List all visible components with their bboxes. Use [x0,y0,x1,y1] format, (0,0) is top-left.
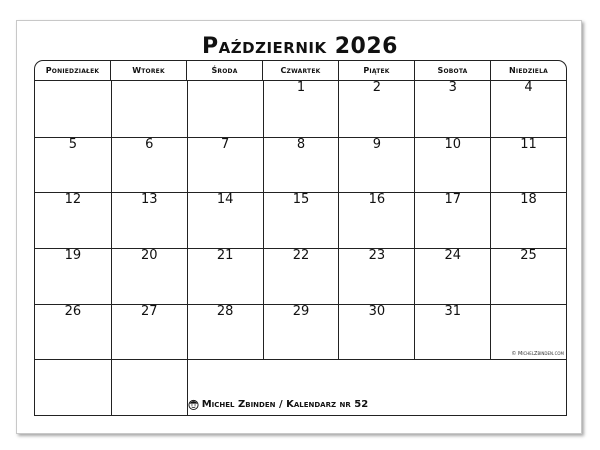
day-cell [490,137,566,193]
day-number: 19 [64,248,82,263]
day-number: 5 [68,136,78,152]
day-number: 29 [292,303,310,319]
day-cell [414,192,490,248]
footer-author: Michel Zbinden / Kalendarz nr 52 [201,399,369,410]
day-cell [187,81,263,137]
smiley-face-icon [188,399,199,410]
day-number: 30 [368,303,386,319]
day-number: 8 [296,136,306,152]
day-number: 24 [444,248,461,263]
day-cell [111,81,187,137]
day-number: 26 [64,303,82,319]
day-number: 16 [368,192,386,208]
day-cell [35,304,111,360]
day-cell [111,304,187,360]
day-number: 12 [64,192,82,208]
day-number: 15 [292,192,310,208]
day-cell [263,137,339,193]
day-cell [338,137,414,193]
day-cell [187,304,263,360]
weekday-wednesday: Środa [186,61,262,80]
day-cell [490,81,566,137]
day-cell [35,81,111,137]
day-cell [338,192,414,248]
calendar-title: Październik 2026 [202,34,398,59]
day-number: 2 [372,80,381,95]
empty-cell [111,359,187,415]
day-cell [338,81,414,137]
day-cell [263,304,339,360]
day-number: 27 [141,303,158,319]
day-number: 7 [220,136,230,152]
day-number: 23 [368,248,386,263]
day-cell [414,137,490,193]
weekday-header [34,60,567,80]
weekday-thursday: Czwartek [262,61,338,80]
day-number: 6 [145,136,154,152]
calendar-grid [34,80,567,416]
day-cell [187,192,263,248]
day-cell [35,137,111,193]
day-cell [414,81,490,137]
day-number: 3 [448,80,457,95]
weekday-saturday: Sobota [414,61,490,80]
day-number: 28 [216,303,234,319]
day-number: 31 [444,303,461,319]
day-number: 9 [372,136,381,152]
day-number: 13 [141,192,158,208]
day-number: 21 [216,248,234,263]
day-number: 20 [141,248,158,263]
day-cell [263,248,339,304]
weekday-sunday: Niedziela [490,61,566,80]
day-number: 22 [292,248,310,263]
day-number: 1 [296,80,306,95]
day-cell [35,192,111,248]
empty-cell [35,359,111,415]
weekday-friday: Piątek [338,61,414,80]
day-number: 14 [216,192,234,208]
day-number: 17 [444,192,461,208]
day-cell [263,192,339,248]
day-cell [35,248,111,304]
day-cell [490,248,566,304]
day-cell [111,192,187,248]
footer-credit [188,399,368,410]
day-number: 10 [444,136,461,152]
weekday-monday: Poniedziałek [45,66,100,75]
copyright-text: © MichelZbinden.com [511,351,564,358]
day-number: 25 [520,248,537,263]
day-number: 4 [524,80,533,95]
day-cell [187,137,263,193]
day-cell [338,248,414,304]
day-number: 18 [520,192,537,208]
footer-area [187,351,566,415]
day-cell [111,248,187,304]
day-cell [414,304,490,360]
weekday-tuesday: Wtorek [110,61,186,80]
day-cell [490,192,566,248]
day-cell [338,304,414,360]
day-number: 11 [520,136,537,152]
day-cell [187,248,263,304]
day-cell [263,81,339,137]
day-cell [414,248,490,304]
day-cell [111,137,187,193]
